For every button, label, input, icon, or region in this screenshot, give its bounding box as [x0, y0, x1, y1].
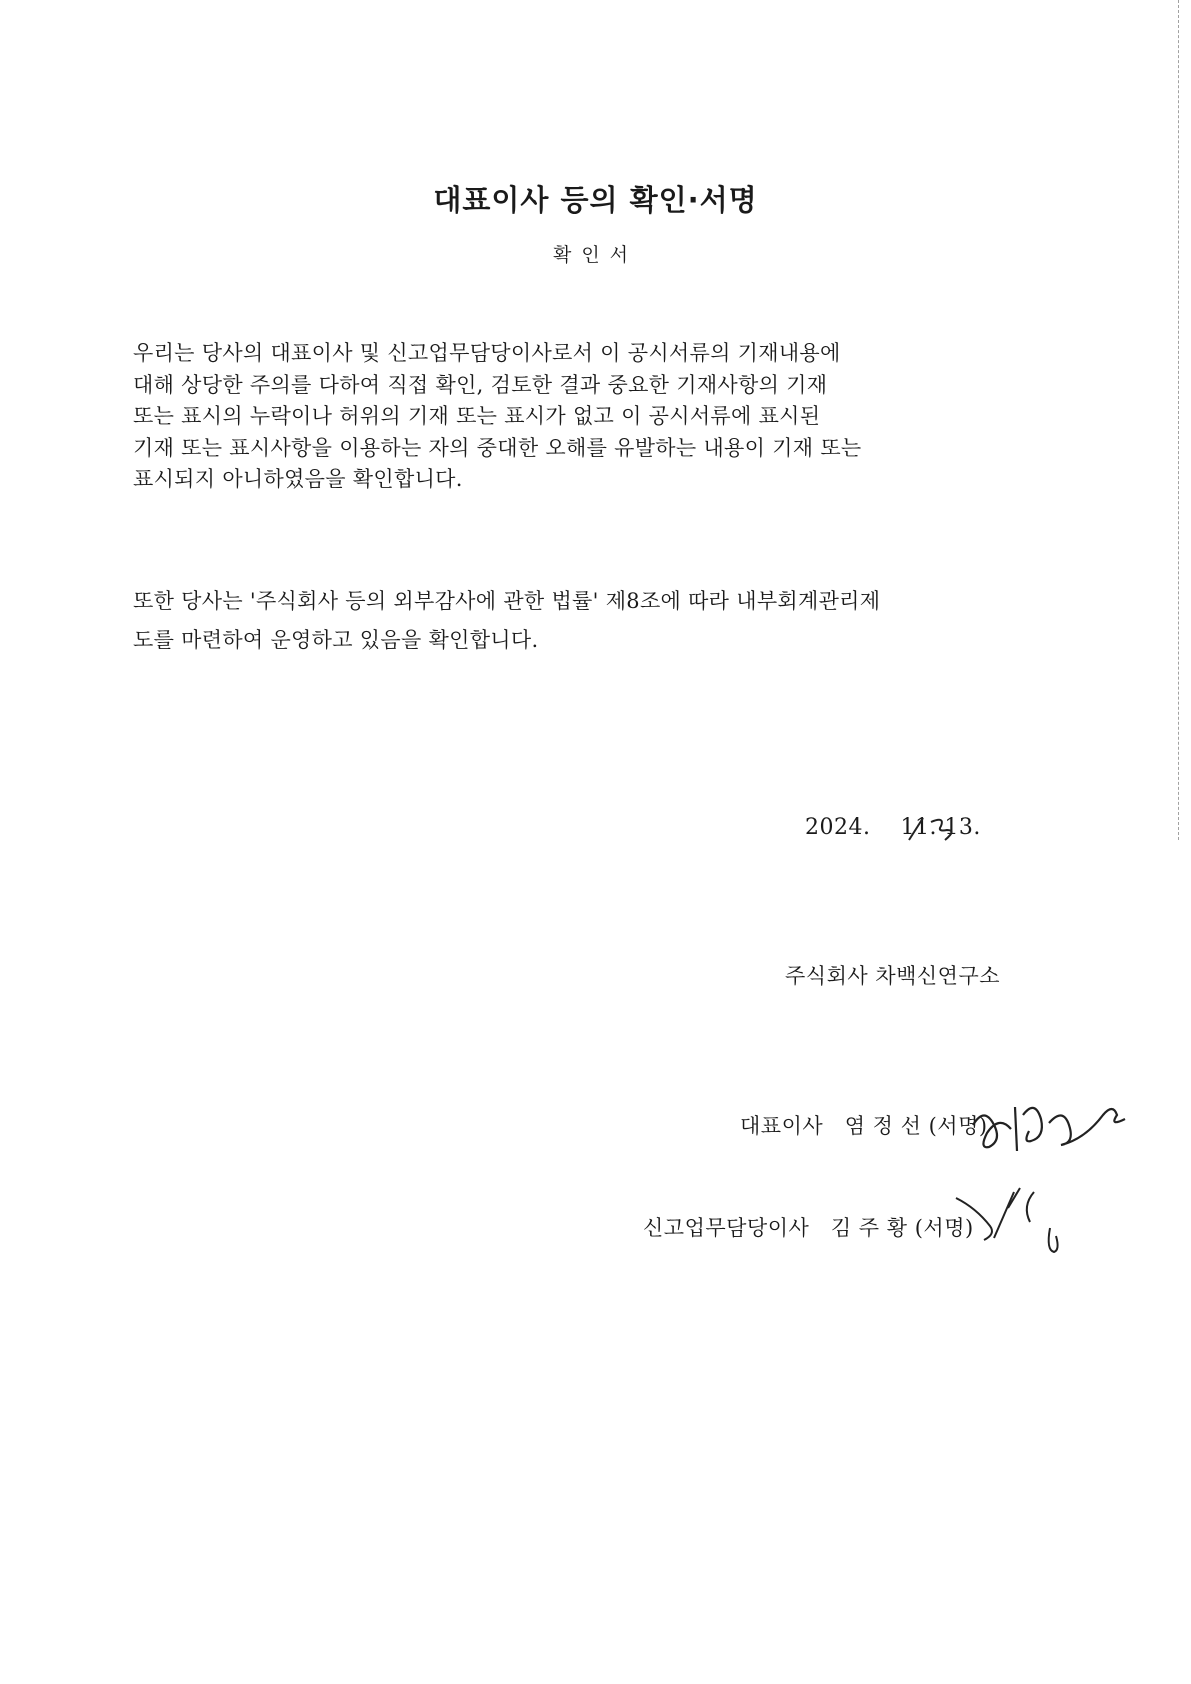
paragraph-line: 표시되지 아니하였음을 확인합니다.: [133, 467, 463, 491]
document-date: 2024. 11. 13.: [805, 815, 981, 840]
ceo-role: 대표이사: [740, 1114, 824, 1138]
paragraph-line: 또한 당사는 '주식회사 등의 외부감사에 관한 법률' 제8조에 따라 내부회계관리제: [133, 589, 881, 613]
officer-signature-line: [643, 1212, 974, 1242]
ceo-sign-label: (서명): [928, 1114, 988, 1138]
paragraph-line: 기재 또는 표시사항을 이용하는 자의 중대한 오해를 유발하는 내용이 기재 또는: [133, 435, 862, 460]
document-title: 대표이사 등의 확인·서명: [433, 183, 758, 217]
ceo-signature-line: [740, 1110, 988, 1140]
paragraph-line: 또는 표시의 누락이나 허위의 기재 또는 표시가 없고 이 공시서류에 표시된: [133, 404, 821, 428]
scan-edge-line: [1177, 0, 1179, 840]
ceo-handwritten-signature: [965, 1085, 1135, 1165]
paragraph-line: 우리는 당사의 대표이사 및 신고업무담당이사로서 이 공시서류의 기재내용에: [133, 341, 841, 365]
paragraph-line: 도를 마련하여 운영하고 있음을 확인합니다.: [133, 628, 539, 652]
document-subtitle: 확인서: [552, 244, 639, 266]
company-name: 주식회사 차백신연구소: [785, 964, 1001, 988]
ceo-name: 염 정 선: [844, 1114, 922, 1138]
paragraph-line: 대해 상당한 주의를 다하여 직접 확인, 검토한 결과 중요한 기재사항의 기재: [133, 372, 828, 397]
officer-role: 신고업무담당이사: [643, 1216, 810, 1240]
internal-control-paragraph: [133, 582, 1033, 660]
officer-name: 김 주 황: [830, 1216, 908, 1240]
officer-sign-label: (서명): [914, 1216, 974, 1240]
confirmation-paragraph: [133, 338, 1033, 496]
